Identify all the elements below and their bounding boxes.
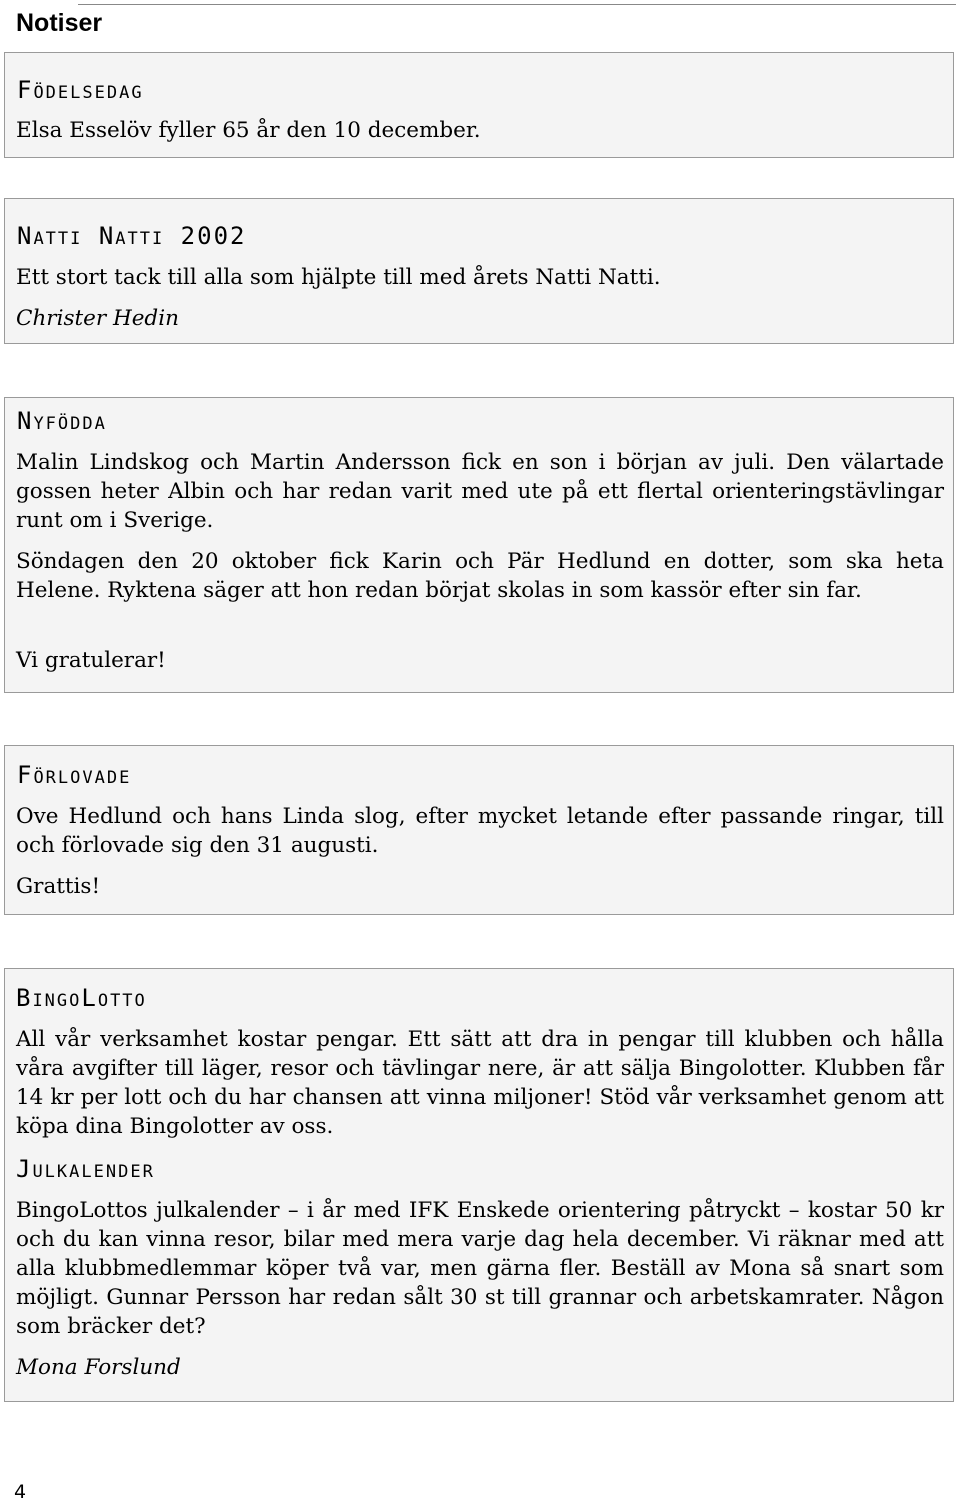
header-rule <box>78 4 956 5</box>
notice-text: Söndagen den 20 oktober fick Karin och Pär Hedlund en dotter, som ska heta Helene. Ryktena säger att hon redan börjat skolas in som kassör efter sin far. <box>16 549 944 603</box>
notice-text: Vi gratulerar! <box>16 648 166 673</box>
page-title: Notiser <box>16 9 103 37</box>
notice-text: Ett stort tack till alla som hjälpte till med årets Natti Natti. <box>16 265 661 290</box>
notice-signature: Mona Forslund <box>16 1355 181 1380</box>
notice-nyfodda <box>4 397 954 693</box>
notice-title: Födelsedag <box>17 76 144 104</box>
notice-title: Förlovade <box>17 761 132 789</box>
notice-text: BingoLottos julkalender – i år med IFK Enskede orientering påtryckt – kostar 50 kr och du kan vinna resor, bilar med mera varje dag hela december. Vi räknar med att alla klubbmedlemmar köper två var, men gärna fler. Beställ av Mona så snart som möjligt. Gunnar Persson har redan sålt 30 st till grannar och arbetskamrater. Någon som bräcker det? <box>16 1198 944 1339</box>
notice-fodelsedag <box>4 52 954 158</box>
notice-text: Malin Lindskog och Martin Andersson fick en son i början av juli. Den välartade gossen heter Albin och har redan varit med ute på ett flertal orienteringstävlingar runt om i Sverige. <box>16 450 944 533</box>
notice-text: Elsa Esselöv fyller 65 år den 10 december. <box>16 118 481 143</box>
notice-text: Ove Hedlund och hans Linda slog, efter mycket letande efter passande ringar, till och förlovade sig den 31 augusti. <box>16 804 944 858</box>
notice-signature: Christer Hedin <box>16 306 179 331</box>
notice-title: Julkalender <box>16 1155 155 1183</box>
notice-text: Grattis! <box>16 874 101 899</box>
notice-title: Natti Natti 2002 <box>17 222 247 250</box>
notice-title: Nyfödda <box>17 407 107 435</box>
notice-title: BingoLotto <box>16 984 147 1012</box>
notice-text: All vår verksamhet kostar pengar. Ett sätt att dra in pengar till klubben och hålla våra avgifter till läger, resor och tävlingar nere, är att sälja Bingolotter. Klubben får 14 kr per lott och du har chansen att vinna miljoner! Stöd vår verksamhet genom att köpa dina Bingolotter av oss. <box>16 1027 944 1139</box>
notice-forlovade <box>4 745 954 915</box>
page-number: 4 <box>14 1481 27 1503</box>
notice-natti-natti <box>4 198 954 344</box>
